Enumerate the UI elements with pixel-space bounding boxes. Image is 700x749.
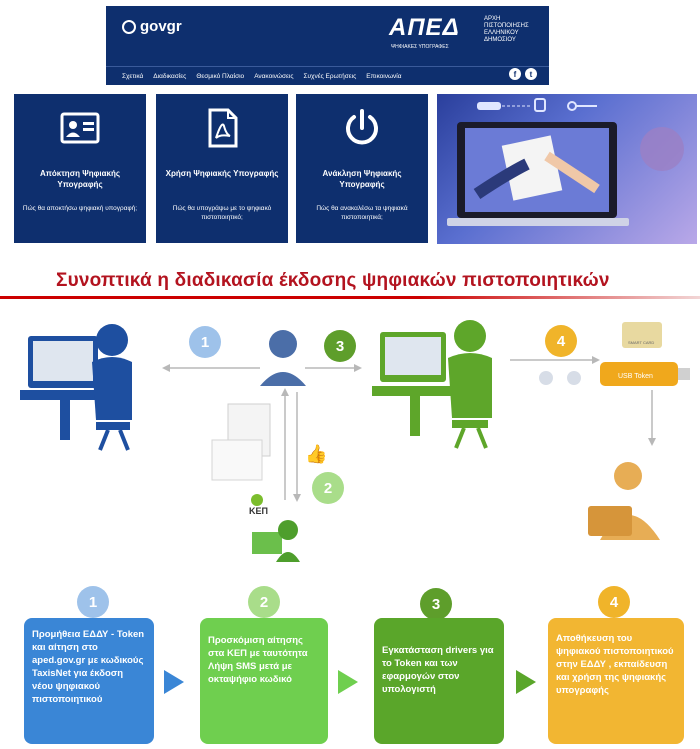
social-links (509, 68, 537, 80)
nav-item-procedures[interactable]: Διαδικασίες (153, 72, 187, 80)
diagram-step-4: 4 (545, 325, 577, 357)
box-step-2-circle: 2 (248, 586, 280, 618)
arrow-step-2-to-3 (338, 670, 358, 694)
smart-card-label: SMART CARD (628, 340, 655, 345)
nav-item-faq[interactable]: Συχνές Ερωτήσεις (303, 72, 357, 80)
main-nav (106, 66, 549, 85)
card-description: Πώς θα ανακαλέσω τα ψηφιακά πιστοποιητικά; (316, 205, 408, 221)
id-document (212, 440, 262, 480)
nav-item-contact[interactable]: Επικοινωνία (366, 72, 402, 80)
card-description: Πώς θα υπογράψω με το ψηφιακό πιστοποιητικό; (172, 205, 272, 221)
laptop-signing-illustration (437, 94, 697, 244)
diagram-step-3: 3 (324, 330, 356, 362)
digital-signature-photo (437, 94, 697, 244)
card-title: Ανάκληση Ψηφιακής Υπογραφής (322, 169, 402, 189)
aped-organization-name: ΑΡΧΗ ΠΙΣΤΟΠΟΙΗΣΗΣ ΕΛΛΗΝΙΚΟΥ ΔΗΜΟΣΙΟΥ (484, 16, 529, 43)
diagram-step-2: 2 (312, 472, 344, 504)
nav-item-about[interactable]: Σχετικά (122, 72, 144, 80)
site-header (106, 6, 549, 85)
card-use-signature[interactable] (156, 94, 288, 243)
diagram-step-1: 1 (189, 326, 221, 358)
govgr-label: govgr (140, 18, 182, 35)
arrow-step-1-to-2 (164, 670, 184, 694)
kep-clerk-figure (252, 520, 300, 562)
step-4-box: Αποθήκευση του ψηφιακού πιστοποιητικού στην ΕΔΔΥ , εκπαίδευση και χρήση της ψηφιακής υπογραφής (548, 618, 684, 744)
stamp-icon (539, 371, 553, 385)
aped-logo[interactable]: ΑΠΕΔ (389, 14, 460, 41)
greek-emblem-icon (122, 20, 136, 34)
thumbs-up-icon: 👍 (305, 444, 328, 464)
citizen-at-computer-figure (20, 324, 132, 450)
box-step-3-circle: 3 (420, 588, 452, 620)
installer-at-computer-figure (372, 320, 492, 448)
box-step-4-circle: 4 (598, 586, 630, 618)
nav-item-announcements[interactable]: Ανακοινώσεις (254, 72, 294, 80)
stamp-icon (567, 371, 581, 385)
card-obtain-signature[interactable] (14, 94, 146, 243)
card-description: Πώς θα αποκτήσω ψηφιακή υπογραφή; (22, 205, 138, 212)
card-title: Χρήση Ψηφιακής Υπογραφής (165, 169, 279, 178)
box-step-1-circle: 1 (77, 586, 109, 618)
step-3-box: Εγκατάσταση drivers για το Token και των εφαρμογών στον υπολογιστή (374, 618, 504, 744)
facebook-icon[interactable]: f (509, 68, 521, 80)
pdf-document-icon (202, 108, 242, 148)
id-card-icon (60, 108, 100, 148)
aped-logo-subtitle: ΨΗΦΙΑΚΕΣ ΥΠΟΓΡΑΦΕΣ (391, 44, 449, 50)
user-with-briefcase-figure (588, 462, 660, 540)
step-1-box: Προμήθεια ΕΔΔΥ - Token και αίτηση στο aped.gov.gr με κωδικούς TaxisNet για έκδοση νέου ψηφιακού πιστοποιητικού (24, 618, 154, 744)
card-revoke-signature[interactable] (296, 94, 428, 243)
step-2-box: Προσκόμιση αίτησης στα ΚΕΠ με ταυτότητα Λήψη SMS μετά με οκταψήφιο κωδικό (200, 618, 328, 744)
govgr-logo[interactable] (122, 18, 182, 35)
nav-item-legal-framework[interactable]: Θεσμικό Πλαίσιο (196, 72, 245, 80)
power-icon (342, 108, 382, 148)
kep-label: ΚΕΠ (249, 506, 269, 516)
page-title: Συνοπτικά η διαδικασία έκδοσης ψηφιακών πιστοποιητικών (56, 270, 610, 291)
usb-token-label: USB Token (618, 373, 653, 380)
card-title: Απόκτηση Ψηφιακής Υπογραφής (39, 169, 121, 189)
title-divider (0, 296, 700, 299)
officer-figure (260, 330, 306, 386)
arrow-step-3-to-4 (516, 670, 536, 694)
twitter-icon[interactable]: t (525, 68, 537, 80)
